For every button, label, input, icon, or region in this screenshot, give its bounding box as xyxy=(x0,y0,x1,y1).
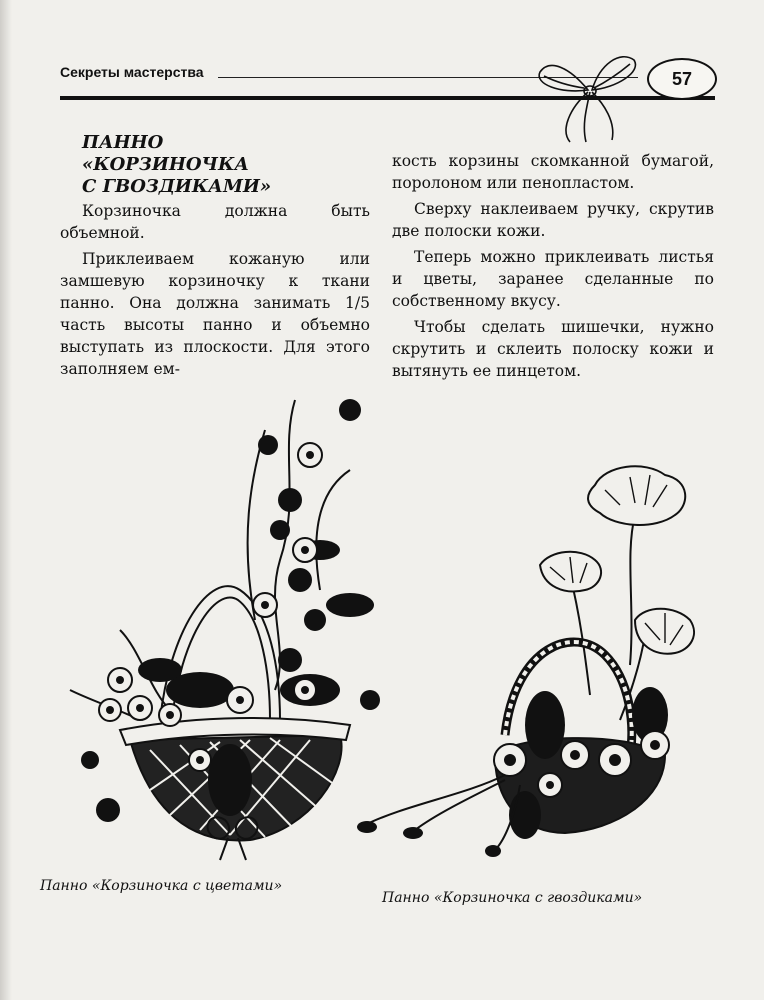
page-edge xyxy=(0,0,12,1000)
paragraph: Теперь можно приклеивать листья и цветы, заранее сделанные по собственному вкусу. xyxy=(392,248,714,310)
paragraph: Сверху наклеиваем ручку, скрутив две полоски кожи. xyxy=(392,200,714,240)
flower-basket-illustration xyxy=(50,390,390,870)
section-title: Секреты мастерства xyxy=(60,64,204,80)
figure-caption-right: Панно «Корзиночка с гвоздиками» xyxy=(382,890,643,906)
figure-caption-left: Панно «Корзиночка с цветами» xyxy=(40,878,283,894)
page-header xyxy=(60,60,720,120)
carnation-basket-illustration xyxy=(345,455,705,865)
title-line: ПАННО xyxy=(82,132,164,153)
page-number: 57 xyxy=(647,58,717,100)
paragraph: Корзиночка должна быть объемной. xyxy=(60,202,370,242)
paragraph: Чтобы сделать шишечки, нужно скрутить и склеить полоску кожи и вытянуть ее пинцетом. xyxy=(392,318,714,380)
title-line: «КОРЗИНОЧКА xyxy=(82,154,249,175)
article-title xyxy=(82,132,370,198)
text-column-right xyxy=(392,150,714,386)
ribbon-bow-icon xyxy=(530,38,650,148)
paragraph: кость корзины скомканной бумагой, поролоном или пенопластом. xyxy=(392,152,714,192)
title-line: С ГВОЗДИКАМИ» xyxy=(82,176,272,197)
paragraph: Приклеиваем кожаную или замшевую корзиночку к ткани панно. Она должна занимать 1/5 часть высоты панно и объемно выступать из плоскости. Для этого заполняем ем- xyxy=(60,250,370,378)
text-column-left xyxy=(60,132,370,384)
